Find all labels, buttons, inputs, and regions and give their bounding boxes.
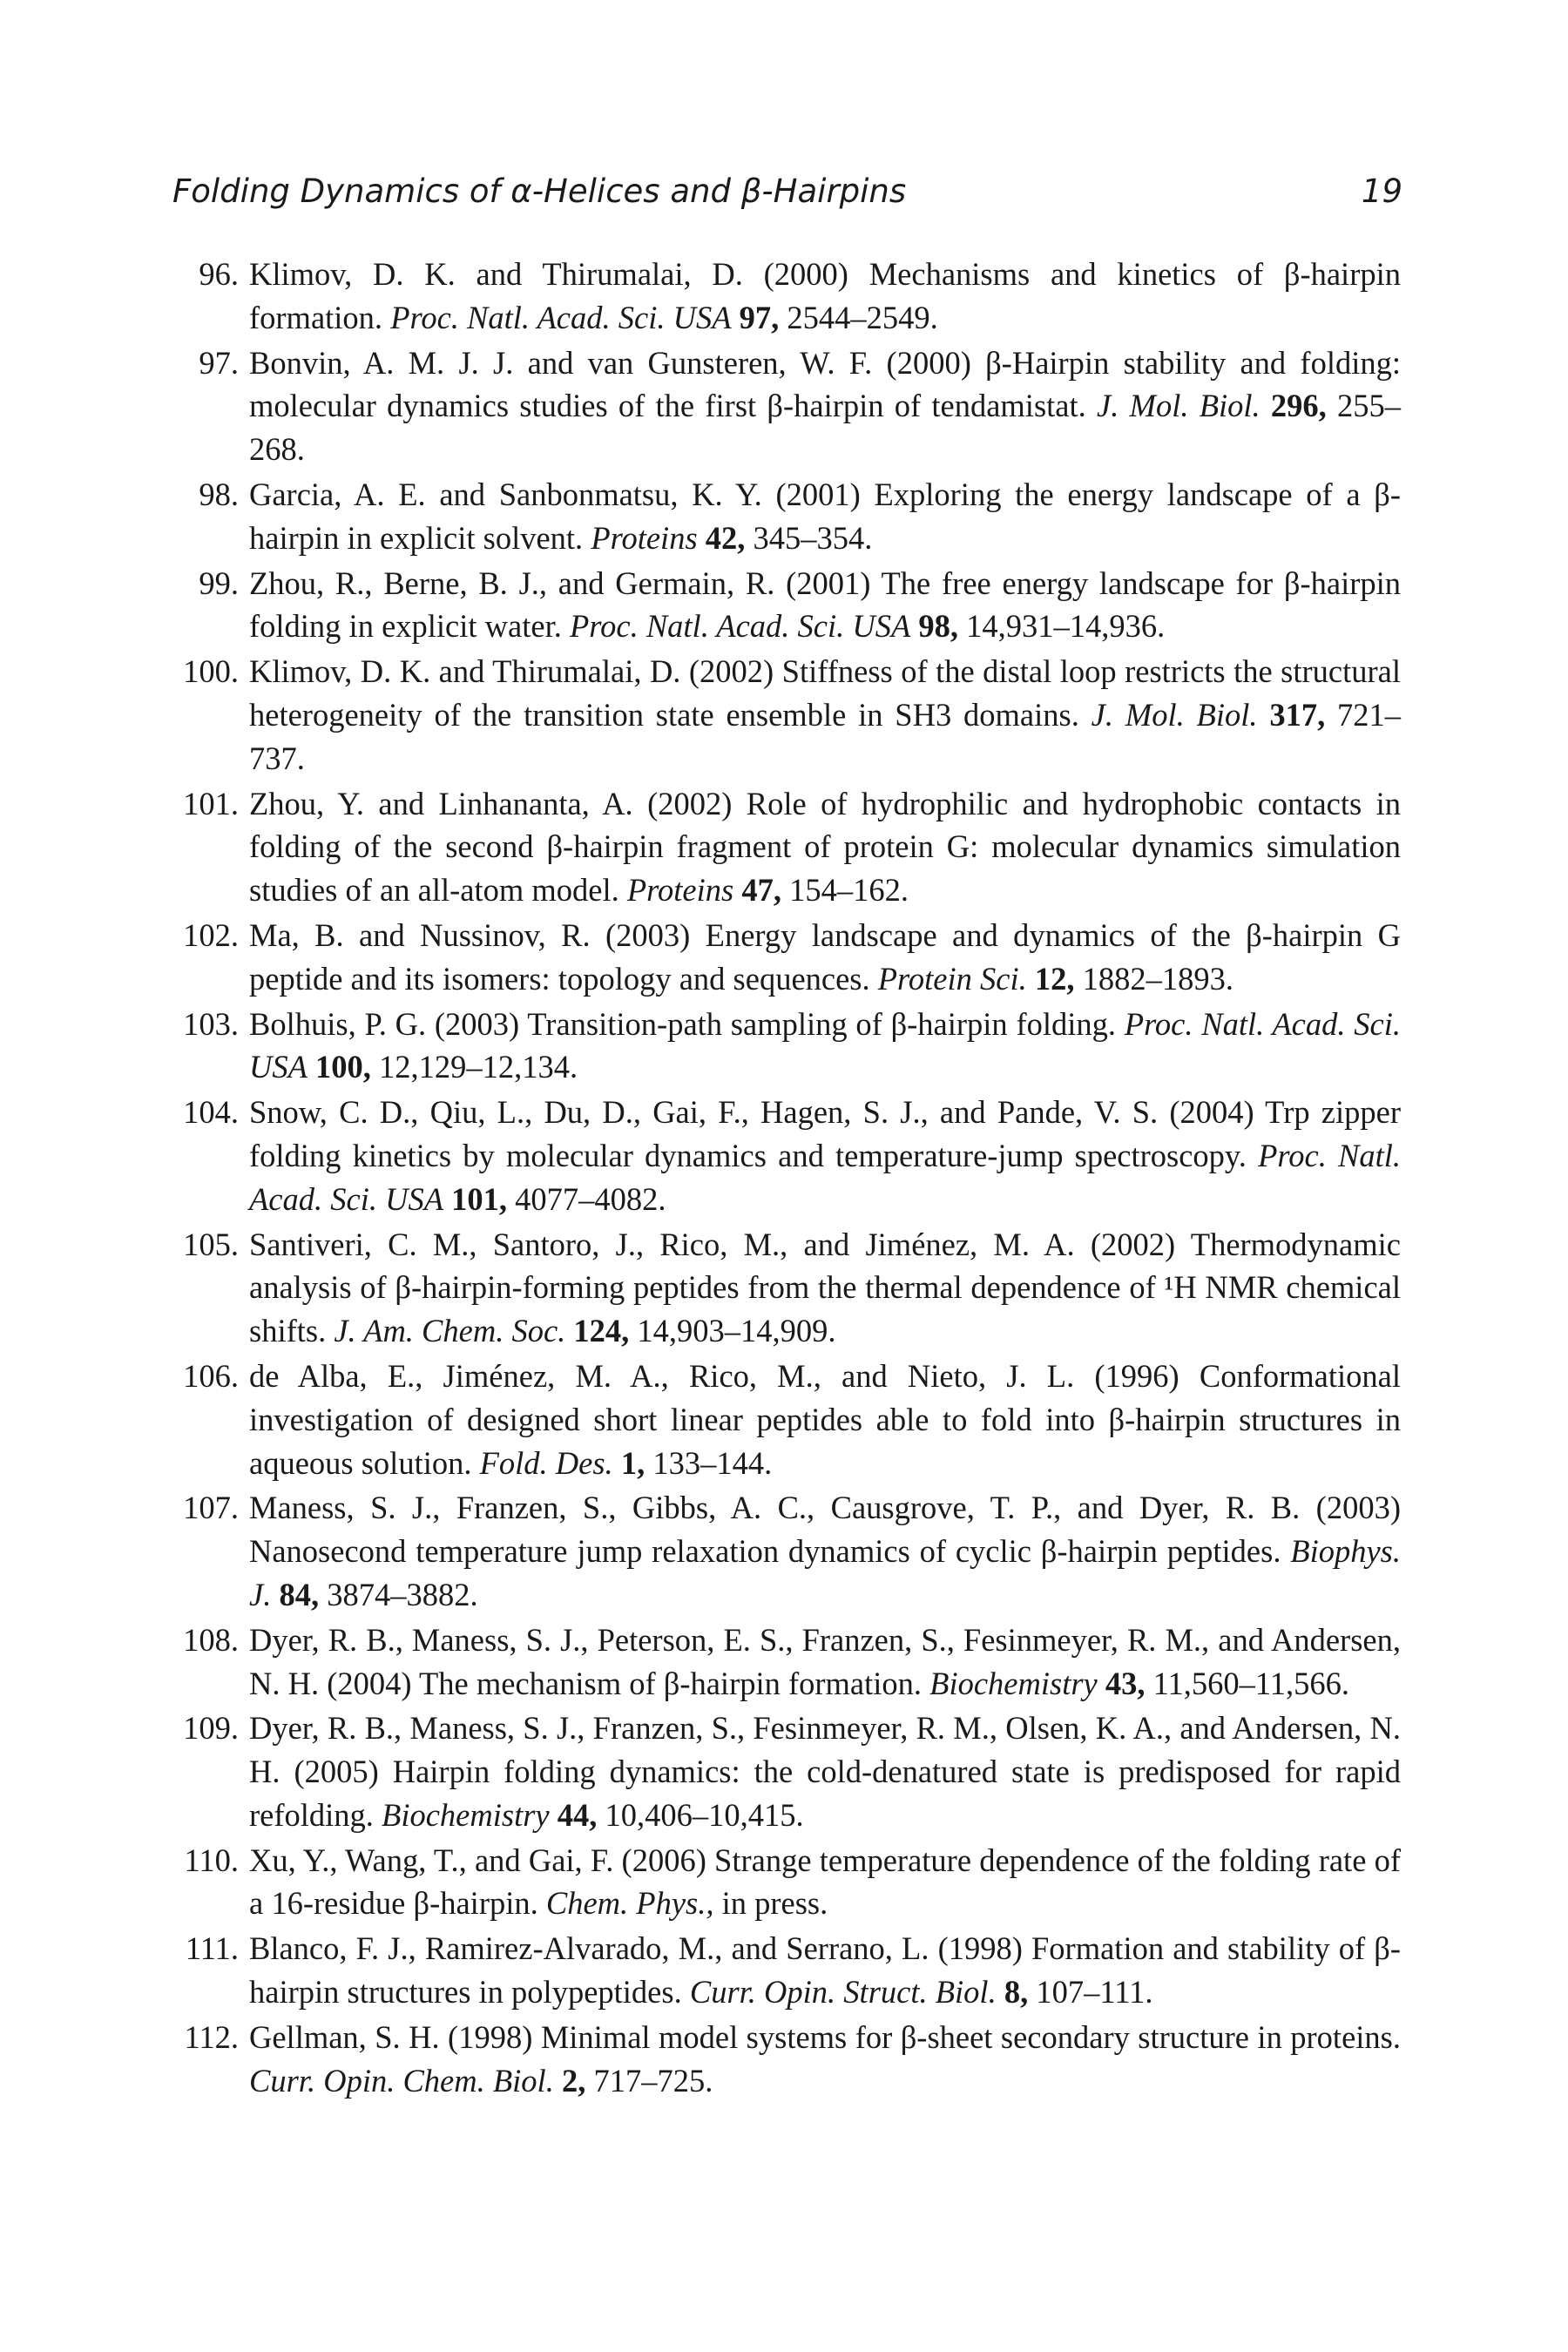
reference-volume: 44,: [557, 1796, 598, 1833]
reference-number: 110.: [184, 1842, 239, 1878]
reference-text: [249, 341, 1402, 471]
running-header: [172, 167, 1402, 216]
reference-volume: 101,: [451, 1180, 507, 1217]
reference-journal: Biophys. J.: [249, 1533, 1401, 1612]
reference-number: 112.: [184, 2018, 239, 2055]
reference-journal: J. Am. Chem. Soc.: [334, 1313, 566, 1349]
reference-text: [249, 1223, 1402, 1353]
reference-authors-title: Blanco, F. J., Ramirez-Alvarado, M., and Serrano, L. (1998) Formation and stability of β-hairpin structures in polypeptides.: [249, 1930, 1401, 2011]
reference-item: [172, 1839, 1402, 1926]
reference-journal: Proteins: [626, 872, 734, 909]
reference-item: [172, 1091, 1402, 1220]
reference-text: [249, 650, 1402, 780]
reference-journal: Proc. Natl. Acad. Sci. USA: [249, 1137, 1401, 1217]
reference-number: 100.: [183, 653, 239, 690]
reference-pages: 154–162.: [789, 872, 909, 909]
reference-journal: J. Mol. Biol.: [1091, 696, 1258, 733]
reference-volume: 84,: [279, 1576, 320, 1612]
reference-authors-title: de Alba, E., Jiménez, M. A., Rico, M., and Nieto, J. L. (1996) Conformational investigation of designed short linear peptides able to fold into β-hairpin structures in aqueous solution.: [249, 1357, 1401, 1481]
reference-volume: 296,: [1270, 388, 1327, 424]
reference-item: [172, 473, 1402, 560]
reference-pages: 14,931–14,936.: [966, 608, 1166, 645]
reference-item: [172, 914, 1402, 1001]
reference-text: [249, 1486, 1402, 1616]
reference-volume: 124,: [573, 1313, 630, 1349]
reference-authors-title: Santiveri, C. M., Santoro, J., Rico, M., and Jiménez, M. A. (2002) Thermodynamic analysis of β-hairpin-forming peptides from the thermal dependence of ¹H NMR chemical shifts.: [249, 1226, 1401, 1349]
reference-authors-title: Bonvin, A. M. J. J. and van Gunsteren, W. F. (2000) β-Hairpin stability and folding: molecular dynamics studies of the first β-hairpin of tendamistat.: [249, 344, 1401, 424]
reference-pages: 1882–1893.: [1082, 960, 1233, 997]
reference-number: 101.: [183, 785, 239, 821]
reference-volume: 12,: [1034, 960, 1075, 997]
reference-authors-title: Klimov, D. K. and Thirumalai, D. (2002) Stiffness of the distal loop restricts the structural heterogeneity of the transition state ensemble in SH3 domains.: [249, 653, 1401, 733]
reference-number: 107.: [183, 1490, 239, 1526]
reference-item: [172, 1355, 1402, 1484]
reference-volume: 8,: [1004, 1974, 1029, 2011]
reference-authors-title: Zhou, R., Berne, B. J., and Germain, R. (2001) The free energy landscape for β-hairpin folding in explicit water.: [249, 564, 1401, 645]
reference-pages: 255–268.: [249, 388, 1402, 468]
reference-text: [249, 1619, 1402, 1706]
chapter-title: Folding Dynamics of α-Helices and β-Hairpins: [172, 172, 907, 210]
reference-text: [249, 1355, 1402, 1484]
reference-item: [172, 1707, 1402, 1836]
reference-text: [249, 2016, 1402, 2103]
reference-status: in press.: [721, 1885, 828, 1922]
reference-volume: 2,: [561, 2062, 586, 2099]
reference-journal: Proteins: [591, 519, 698, 556]
reference-item: [172, 1619, 1402, 1706]
reference-volume: 100,: [315, 1049, 371, 1085]
reference-authors-title: Ma, B. and Nussinov, R. (2003) Energy landscape and dynamics of the β-hairpin G peptide and its isomers: topology and sequences.: [249, 916, 1401, 997]
reference-number: 109.: [183, 1710, 239, 1747]
reference-number: 111.: [185, 1930, 239, 1967]
reference-pages: 107–111.: [1036, 1974, 1153, 2011]
reference-number: 97.: [199, 344, 239, 381]
reference-number: 103.: [183, 1005, 239, 1042]
reference-pages: 11,560–11,566.: [1152, 1665, 1350, 1701]
reference-authors-title: Xu, Y., Wang, T., and Gai, F. (2006) Strange temperature dependence of the folding rate of a 16-residue β-hairpin.: [249, 1842, 1401, 1922]
reference-item: [172, 1927, 1402, 2014]
reference-journal: Fold. Des.: [479, 1444, 613, 1481]
reference-item: [172, 1223, 1402, 1353]
reference-journal: Chem. Phys.,: [545, 1885, 714, 1922]
reference-volume: 47,: [741, 872, 781, 909]
reference-item: [172, 2016, 1402, 2103]
reference-journal: Protein Sci.: [877, 960, 1027, 997]
reference-pages: 345–354.: [753, 519, 873, 556]
reference-text: [249, 1927, 1402, 2014]
reference-pages: 133–144.: [652, 1444, 773, 1481]
reference-number: 106.: [183, 1357, 239, 1394]
reference-authors-title: Zhou, Y. and Linhananta, A. (2002) Role of hydrophilic and hydrophobic contacts in folding of the second β-hairpin fragment of protein G: molecular dynamics simulation studies of an all-atom model.: [249, 785, 1401, 909]
reference-item: [172, 341, 1402, 471]
reference-journal: Curr. Opin. Struct. Biol.: [689, 1974, 997, 2011]
reference-number: 99.: [199, 564, 239, 601]
reference-number: 96.: [199, 256, 239, 292]
reference-number: 104.: [183, 1094, 239, 1131]
reference-volume: 97,: [739, 299, 780, 335]
reference-number: 108.: [183, 1621, 239, 1658]
reference-text: [249, 1091, 1402, 1220]
reference-journal: Proc. Natl. Acad. Sci. USA: [249, 1005, 1401, 1085]
reference-text: [249, 782, 1402, 912]
page-number: 19: [1361, 172, 1402, 210]
reference-authors-title: Gellman, S. H. (1998) Minimal model systems for β-sheet secondary structure in proteins.: [249, 2018, 1401, 2055]
reference-item: [172, 253, 1402, 340]
reference-text: [249, 1003, 1402, 1090]
reference-authors-title: Maness, S. J., Franzen, S., Gibbs, A. C., Causgrove, T. P., and Dyer, R. B. (2003) Nanosecond temperature jump relaxation dynamics of cyclic β-hairpin peptides.: [249, 1490, 1401, 1570]
reference-text: [249, 1839, 1402, 1926]
reference-pages: 721–737.: [249, 696, 1402, 776]
reference-journal: Biochemistry: [382, 1796, 550, 1833]
reference-journal: Curr. Opin. Chem. Biol.: [249, 2062, 554, 2099]
reference-text: [249, 253, 1402, 340]
reference-item: [172, 1486, 1402, 1616]
reference-volume: 1,: [620, 1444, 645, 1481]
reference-authors-title: Bolhuis, P. G. (2003) Transition-path sampling of β-hairpin folding.: [249, 1005, 1125, 1042]
reference-pages: 4077–4082.: [515, 1180, 666, 1217]
reference-volume: 98,: [918, 608, 959, 645]
reference-volume: 42,: [705, 519, 746, 556]
reference-text: [249, 1707, 1402, 1836]
reference-pages: 2544–2549.: [787, 299, 938, 335]
reference-text: [249, 562, 1402, 649]
reference-volume: 43,: [1105, 1665, 1146, 1701]
reference-journal: J. Mol. Biol.: [1097, 388, 1260, 424]
reference-pages: 10,406–10,415.: [605, 1796, 804, 1833]
reference-pages: 3874–3882.: [327, 1576, 478, 1612]
reference-authors-title: Dyer, R. B., Maness, S. J., Peterson, E. S., Franzen, S., Fesinmeyer, R. M., and Andersen, N. H. (2004) The mechanism of β-hairpin formation.: [249, 1621, 1401, 1701]
reference-text: [249, 914, 1402, 1001]
reference-journal: Biochemistry: [929, 1665, 1098, 1701]
reference-pages: 12,129–12,134.: [379, 1049, 578, 1085]
reference-number: 98.: [199, 476, 239, 512]
reference-authors-title: Klimov, D. K. and Thirumalai, D. (2000) Mechanisms and kinetics of β-hairpin formation.: [249, 256, 1401, 335]
reference-pages: 717–725.: [593, 2062, 713, 2099]
reference-authors-title: Dyer, R. B., Maness, S. J., Franzen, S., Fesinmeyer, R. M., Olsen, K. A., and Andersen, N. H. (2005) Hairpin folding dynamics: the cold-denatured state is predisposed for rapid refolding.: [249, 1710, 1401, 1833]
reference-authors-title: Garcia, A. E. and Sanbonmatsu, K. Y. (2001) Exploring the energy landscape of a β-hairpin in explicit solvent.: [249, 476, 1401, 556]
reference-journal: Proc. Natl. Acad. Sci. USA: [390, 299, 732, 335]
reference-journal: Proc. Natl. Acad. Sci. USA: [569, 608, 911, 645]
reference-item: [172, 782, 1402, 912]
reference-volume: 317,: [1269, 696, 1326, 733]
reference-item: [172, 1003, 1402, 1090]
reference-list: [172, 253, 1402, 2104]
reference-text: [249, 473, 1402, 560]
reference-pages: 14,903–14,909.: [637, 1313, 836, 1349]
reference-authors-title: Snow, C. D., Qiu, L., Du, D., Gai, F., Hagen, S. J., and Pande, V. S. (2004) Trp zipper folding kinetics by molecular dynamics and temperature-jump spectroscopy.: [249, 1094, 1401, 1173]
reference-number: 105.: [183, 1226, 239, 1262]
reference-item: [172, 562, 1402, 649]
reference-item: [172, 650, 1402, 780]
reference-number: 102.: [183, 916, 239, 953]
